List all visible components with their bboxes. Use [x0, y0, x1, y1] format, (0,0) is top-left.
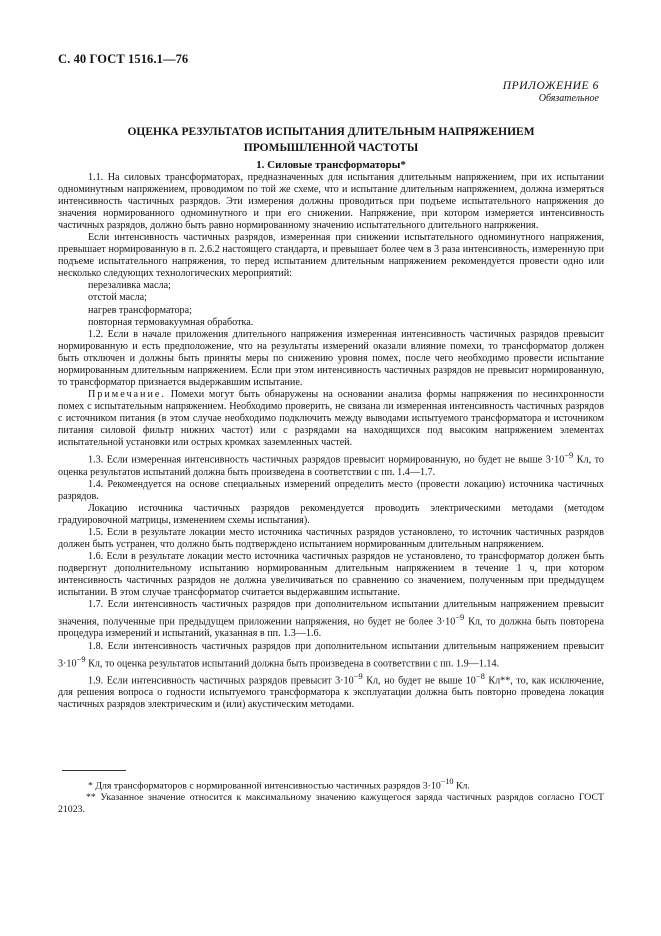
footnote-1-text: * Для трансформаторов с нормированной интенсивностью частичных разрядов 3·10: [88, 780, 441, 792]
note-label: Примечание.: [88, 388, 166, 400]
note-paragraph: [58, 389, 604, 449]
paragraph-1-8-text: 1.8. Если интенсивность частичных разрядов при дополнительном испытании длительным напряжением превысит 3·10: [58, 640, 604, 669]
exponent: −9: [455, 612, 465, 623]
section-title: 1. Силовые трансформаторы*: [256, 159, 406, 171]
paragraph-1-8-text-end: Кл, то оценка результатов испытаний должна быть произведена в соответствии с пп. 1.9—1.14.: [85, 657, 500, 669]
paragraph-1-3: [58, 449, 604, 478]
list-item: отстой масла;: [88, 292, 147, 304]
appendix-status: Обязательное: [538, 93, 599, 104]
exponent: −9: [564, 450, 574, 461]
title-line-2: ПРОМЫШЛЕННОЙ ЧАСТОТЫ: [243, 141, 419, 154]
footnote-divider: [62, 770, 126, 771]
paragraph-1-2: 1.2. Если в начале приложения длительного напряжения измеренная интенсивность частичных разрядов превысит нормированную и есть предположение, что на результаты измерений оказали влияние помехи, то трансформатор должен быть отключен и должны быть приняты меры по снижению уровня помех, после чего необходимо провести испытание нормированным длительным напряжением. Если при этом интенсивность частичных разрядов не превысит нормированную, то трансформатор признается выдержавшим испытание.: [58, 328, 604, 388]
paragraph-1-9: [58, 670, 604, 712]
appendix-number: ПРИЛОЖЕНИЕ 6: [502, 80, 599, 92]
paragraph-1-7-text-end: Кл, то должна быть повторена процедура измерений и испытаний, указанная в пп. 1.3—1.6.: [58, 616, 604, 640]
list-item: повторная термовакуумная обработка.: [88, 316, 254, 328]
paragraph-1-4: 1.4. Рекомендуется на основе специальных измерений определить место (провести локацию) источника частичных разрядов.: [58, 478, 604, 502]
exponent: −10: [440, 777, 454, 786]
exponent: −9: [76, 653, 86, 664]
footnotes: [58, 776, 604, 816]
paragraph-1-8: [58, 641, 604, 670]
paragraph-1-7: [58, 599, 604, 641]
paragraph-1-1-continued: Если интенсивность частичных разрядов, измеренная при снижении испытательного одноминутного напряжения, превышает нормированную в п. 2.6.2 настоящего стандарта, и превышает более чем в 3 раза интенсивность, измеренную при подъеме испытательного напряжения, то перед испытанием длительным напряжением рекомендуется провести одно или несколько следующих технологических мероприятий:: [58, 232, 604, 280]
paragraph-1-4-continued: Локацию источника частичных разрядов рекомендуется проводить электрическими методами (методом градуировочной матрицы, изменением схемы испытания).: [58, 502, 604, 526]
document-title: [58, 125, 604, 156]
title-line-1: ОЦЕНКА РЕЗУЛЬТАТОВ ИСПЫТАНИЯ ДЛИТЕЛЬНЫМ НАПРЯЖЕНИЕМ: [127, 126, 535, 138]
paragraph-1-3-text: 1.3. Если измеренная интенсивность частичных разрядов превысит нормированную, но будет не выше 3·10: [88, 454, 565, 466]
note-text: Помехи могут быть обнаружены на основании анализа формы напряжения по несинхронности помех с испытательным напряжением. Необходимо проверить, не связана ли измеренная интенсивность частичных разрядов с источником питания (в этом случае необходимо подключить между выводами испытуемого трансформатора и источником питания силовой фильтр нижних частот) или с разрядами на находящихся под высоким напряжением элементах испытательной установки или острых кромках заземленных частей.: [58, 388, 604, 449]
paragraph-1-9-text-end: Кл**, то, как исключение, для решения вопроса о годности испытуемого трансформатора к эксплуатации должна быть повторно проведена локация частичных разрядов электрическим и (или) акустическим методами.: [58, 675, 604, 711]
paragraph-1-5: 1.5. Если в результате локации место источника частичных разрядов установлено, то источник частичных разрядов должен быть устранен, что должно быть подтверждено испытанием нормированным длительным напряжением.: [58, 526, 604, 550]
list-item: перезаливка масла;: [88, 280, 171, 292]
footnote-2: ** Указанное значение относится к максимальному значению кажущегося заряда частичных разрядов согласно ГОСТ 21023.: [58, 792, 604, 815]
footnote-1-text-end: Кл.: [453, 780, 470, 792]
paragraph-1-1: 1.1. На силовых трансформаторах, предназначенных для испытания длительным напряжением, при их испытании одноминутным напряжением, проводимом по той же схеме, что и испытание длительным напряжением, должна измеряться интенсивность частичных разрядов. Эти измерения должны проводиться при подъеме испытательного напряжения до значения нормированного одноминутного и при его снижении. Напряжение, при котором измеряется интенсивность частичных разрядов, должно быть равно нормированному значению испытательного длительного напряжения.: [58, 172, 604, 232]
paragraph-1-9-text-mid: Кл, но будет не выше 10: [362, 675, 476, 687]
exponent: −8: [475, 671, 485, 681]
body-text: [58, 172, 604, 712]
list-item: нагрев трансформатора;: [88, 304, 192, 316]
paragraph-1-3-text-end: Кл, то оценка результатов испытаний должна быть произведена в соответствии с пп. 1.4—1.7.: [58, 454, 604, 478]
paragraph-1-6: 1.6. Если в результате локации место источника частичных разрядов не установлено, то трансформатор должен быть подвергнут дополнительному испытанию нормированным длительным напряжением в течение 1 ч, при котором интенсивность частичных разрядов не должна увеличиваться по сравнению со значением, полученным при предыдущем испытании. В этом случае трансформатор считается выдержавшим испытание.: [58, 550, 604, 598]
exponent: −9: [353, 671, 363, 681]
appendix-label: [503, 80, 599, 105]
paragraph-1-9-text: 1.9. Если интенсивность частичных разрядов превысит 3·10: [88, 675, 354, 687]
paragraph-1-7-text: 1.7. Если интенсивность частичных разрядов при дополнительном испытании длительным напряжением превысит значения, полученные при предыдущем приложении напряжения, но будет не более 3·10: [58, 599, 604, 628]
page-header: С. 40 ГОСТ 1516.1—76: [58, 52, 189, 66]
footnote-1: [58, 776, 604, 792]
